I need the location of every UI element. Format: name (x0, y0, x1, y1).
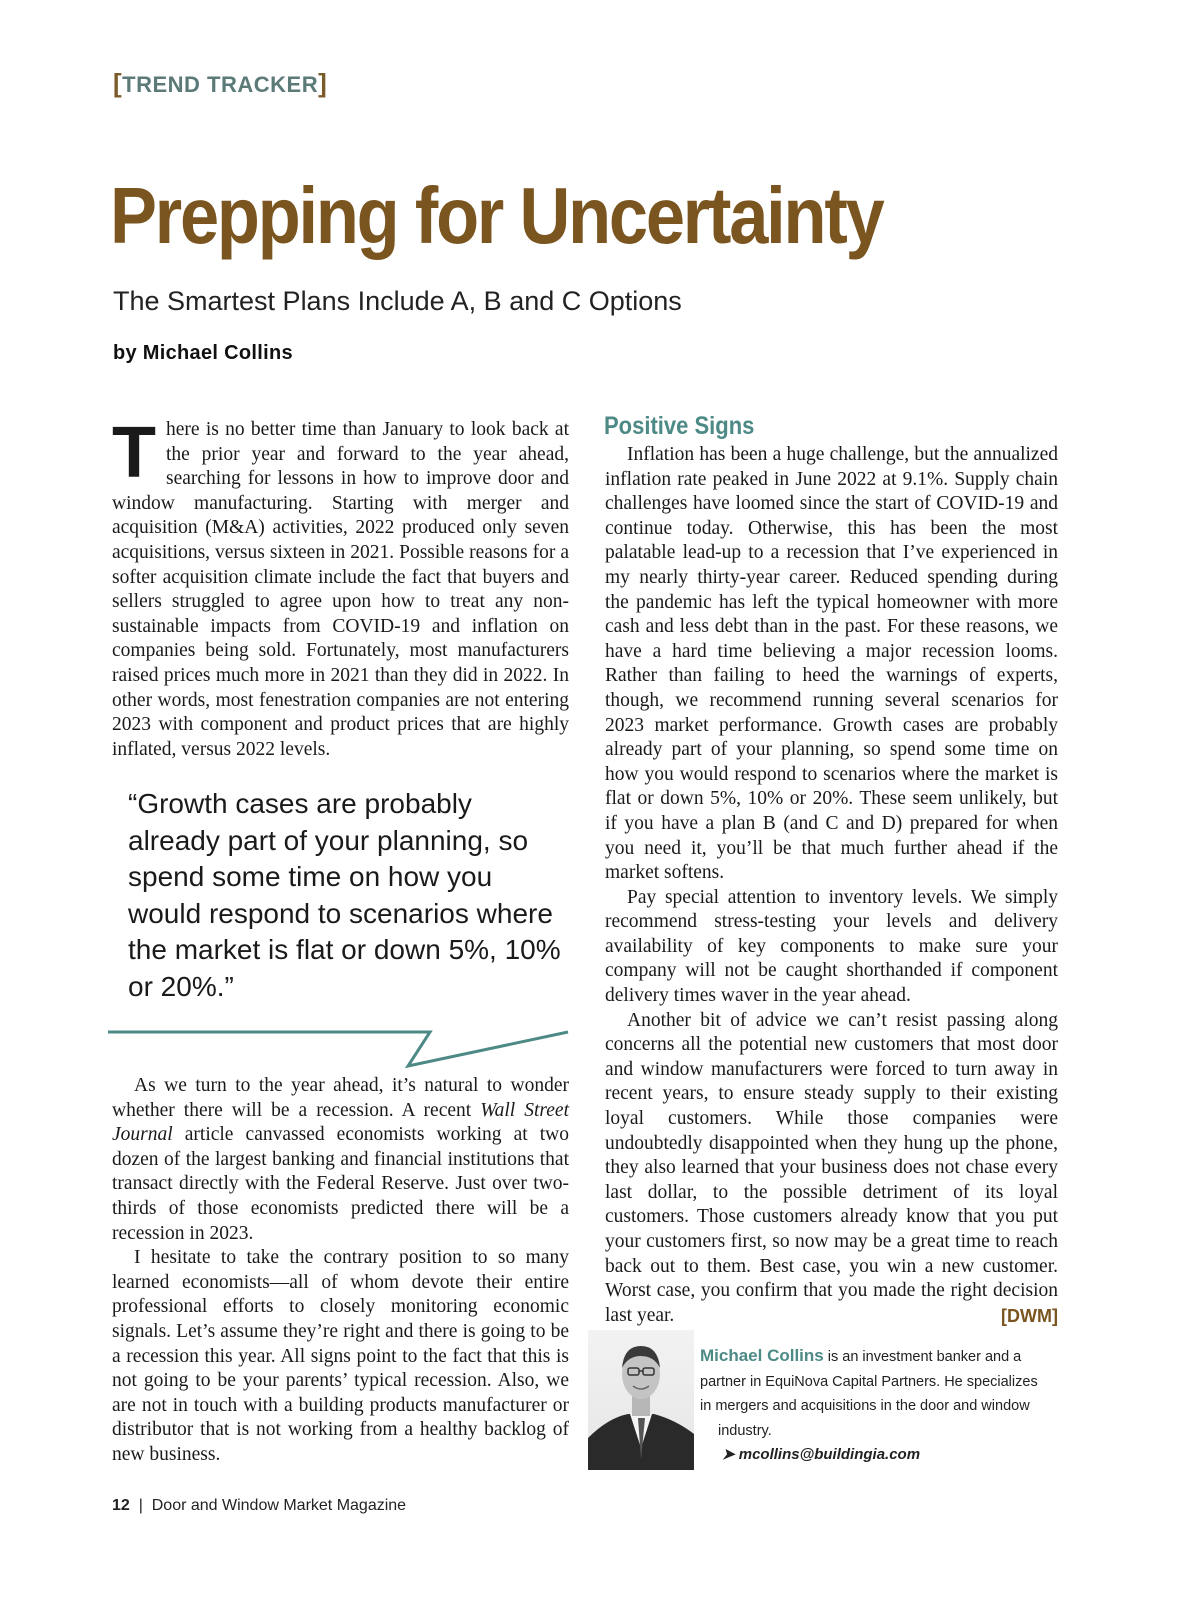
intro-paragraph (112, 413, 569, 762)
author-email-link[interactable]: mcollins@buildingia.com (738, 1446, 921, 1463)
footer-separator: | (138, 1497, 143, 1514)
author-name: Michael Collins (700, 1346, 824, 1365)
author-photo (588, 1330, 694, 1470)
recession-section (112, 1074, 569, 1468)
recession-paragraph-1 (112, 1074, 569, 1246)
byline: by Michael Collins (113, 342, 293, 364)
bio-line-1: is an investment banker and a (823, 1349, 1022, 1365)
section-tag-open-bracket: [ (113, 68, 123, 98)
drop-cap: T (112, 413, 156, 493)
positive-signs-paragraph-2: Pay special attention to inventory levels. We simply recommend stress-testing your levels and delivery availability of key components to make sure your company will not be caught shorthanded if component delivery times waver in the year ahead. (605, 886, 1058, 1007)
arrow-icon: ➤ (722, 1446, 735, 1463)
author-bio (700, 1344, 1060, 1468)
positive-signs-p3-text: Another bit of advice we can’t resist passing along concerns all the potential new customers that most door and window manufacturers were forced to turn away in recent years, to ensure steady supply to their existing loyal customers. While those companies were undoubtedly disappointed when they hung up the phone, they also learned that your business does not chase every last dollar, to the possible detriment of its loyal customers. Those customers already know that you put your customers first, so now may be a great time to reach back out to them. Best case, you win a new customer. Worst case, you confirm that you made the right decision last year. (605, 1009, 1058, 1326)
section-heading-positive-signs: Positive Signs (604, 412, 755, 440)
bio-line-3: in mergers and acquisitions in the door and window (700, 1398, 1030, 1414)
bio-line-4: industry. (718, 1422, 772, 1439)
publication-name: Door and Window Market Magazine (151, 1497, 407, 1514)
pull-quote: “Growth cases are probably already part of your planning, so spend some time on how you would respond to scenarios where the market is flat or down 5%, 10% or 20%.” (128, 788, 561, 1002)
positive-signs-paragraph-1: Inflation has been a huge challenge, but the annualized inflation rate peaked in June 2022 at 9.1%. Supply chain challenges have loomed since the start of COVID-19 and continue today. Otherwise, this has been the most palatable lead-up to a recession that I’ve experienced in my nearly thirty-year career. Reduced spending during the pandemic has left the typical homeowner with more cash and less debt than in the past. For these reasons, we have a hard time believing a major recession looms. Rather than failing to heed the warnings of experts, though, we recommend running several scenarios for 2023 market performance. Growth cases are probably already part of your planning, so spend some time on how you would respond to scenarios where the market is flat or down 5%, 10% or 20%. These seem unlikely, but if you have a plan B (and C and D) prepared for when you need it, you’ll be that much further ahead if the market softens. (605, 444, 1058, 884)
publication-reference: Wall Street Journal (112, 1099, 569, 1146)
page-number: 12 (112, 1497, 130, 1514)
recession-paragraph-2: I hesitate to take the contrary position to so many learned economists—all of whom devote their entire professional efforts to closely monitoring economic signals. Let’s assume they’re right and there is going to be a recession this year. All signs point to the fact that this is not going to be your parents’ typical recession. Also, we are not in touch with a building products manufacturer or distributor that is not working from a healthy backlog of new business. (112, 1247, 569, 1465)
positive-signs-paragraph-3 (605, 1009, 1058, 1329)
recession-p1-text-a: As we turn to the year ahead, it’s natural to wonder whether there will be a recession. A recent (112, 1075, 569, 1121)
page-footer (112, 1497, 406, 1515)
positive-signs-section (605, 443, 1058, 1328)
section-tag (113, 68, 327, 99)
end-mark: [DWM] (1001, 1305, 1058, 1326)
page-title: Prepping for Uncertainty (110, 171, 883, 260)
section-tag-close-bracket: ] (318, 68, 328, 98)
section-tag-label: TREND TRACKER (122, 72, 319, 97)
recession-p1-text-b: article canvassed economists working at two dozen of the largest banking and financial institutions that transact directly with the Federal Reserve. Just over two-thirds of those economists predicted there will be a recession in 2023. (112, 1124, 569, 1244)
pull-quote-callout-line (108, 1022, 570, 1072)
intro-text: here is no better time than January to look back at the prior year and forward to the year ahead, searching for lessons in how to improve door and window manufacturing. Starting with merger and acquisition (M&A) activities, 2022 produced only seven acquisitions, versus sixteen in 2021. Possible reasons for a softer acquisition climate include the fact that buyers and sellers struggled to agree upon how to treat any non-sustainable impacts from COVID-19 and inflation on companies being sold. Fortunately, most manufacturers raised prices much more in 2021 than they did in 2022. In other words, most fenestration companies are not entering 2023 with component and product prices that are highly inflated, versus 2022 levels. (112, 419, 569, 760)
bio-line-2: partner in EquiNova Capital Partners. He specializes (700, 1373, 1038, 1390)
article-subtitle: The Smartest Plans Include A, B and C Options (113, 286, 682, 316)
